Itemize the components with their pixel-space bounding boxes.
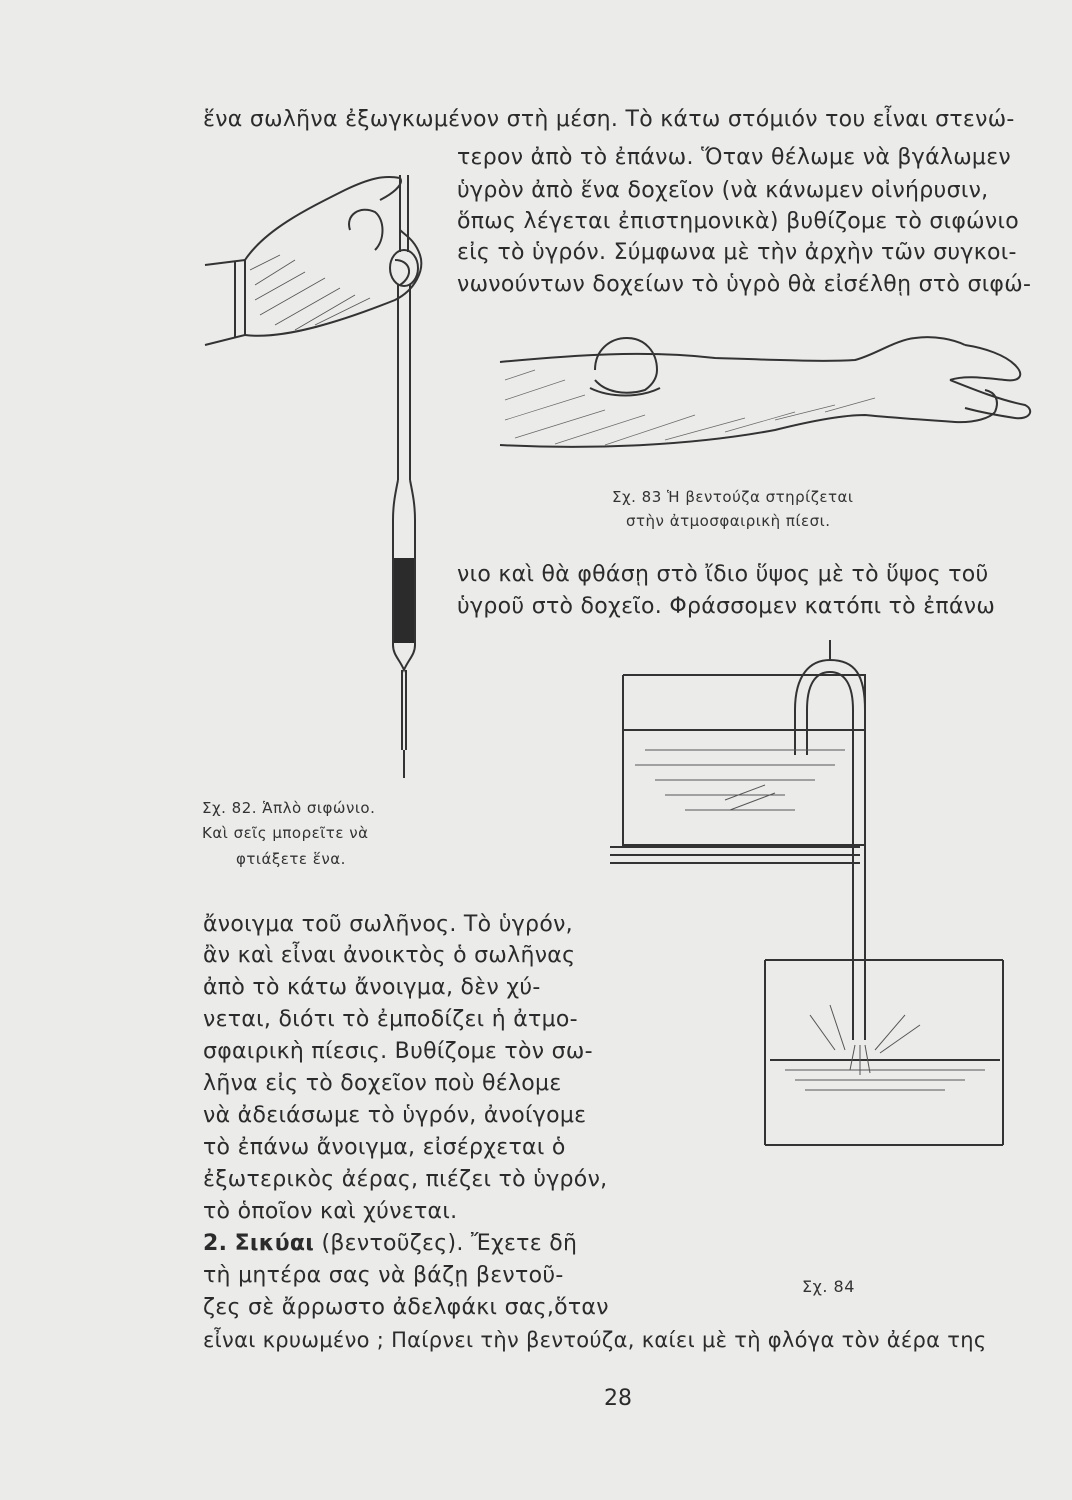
- paragraph-line: λῆνα εἰς τὸ δοχεῖον ποὺ θέλομε: [203, 1071, 562, 1096]
- figure-caption: Σχ. 83 Ἡ βεντούζα στηρίζεται: [612, 488, 854, 506]
- section-rest: (βεντοῦζες). Ἔχετε δῆ: [321, 1231, 578, 1256]
- figure-caption: Σχ. 84: [802, 1277, 855, 1296]
- section-heading: [203, 1229, 577, 1259]
- figure-caption: Καὶ σεῖς μπορεῖτε νὰ: [202, 824, 369, 842]
- figure-caption: στὴν ἀτμοσφαιρικὴ πίεσι.: [626, 512, 831, 530]
- paragraph-line: τὸ ἐπάνω ἄνοιγμα, εἰσέρχεται ὁ: [203, 1135, 566, 1160]
- paragraph-line: εἰς τὸ ὑγρόν. Σύμφωνα μὲ τὴν ἀρχὴν τῶν συγκοι-: [457, 240, 1017, 265]
- paragraph-line: ὑγροῦ στὸ δοχεῖο. Φράσσομεν κατόπι τὸ ἐπάνω: [457, 594, 996, 619]
- paragraph-line: εἶναι κρυωμένο ; Παίρνει τὴν βεντούζα, καίει μὲ τὴ φλόγα τὸν ἀέρα της: [203, 1328, 987, 1352]
- figure-caption: φτιάξετε ἕνα.: [236, 850, 346, 868]
- siphon-illustration: [605, 635, 1040, 1085]
- paragraph-line: ἐξωτερικὸς ἀέρας, πιέζει τὸ ὑγρόν,: [203, 1167, 608, 1192]
- paragraph-line: τὴ μητέρα σας νὰ βάζῃ βεντοῦ-: [203, 1263, 564, 1288]
- section-title: Σικύαι: [234, 1231, 315, 1256]
- paragraph-line: νωνούντων δοχείων τὸ ὑγρὸ θὰ εἰσέλθῃ στὸ σιφώ-: [457, 272, 1032, 297]
- page-number: 28: [604, 1386, 632, 1411]
- paragraph-line: ὑγρὸν ἀπὸ ἕνα δοχεῖον (νὰ κάνωμεν οἰνήρυσιν,: [457, 178, 989, 203]
- paragraph-line: ζες σὲ ἄρρωστο ἀδελφάκι σας,ὅταν: [203, 1295, 609, 1320]
- paragraph-line: νιο καὶ θὰ φθάσῃ στὸ ἴδιο ὕψος μὲ τὸ ὕψος τοῦ: [457, 562, 989, 587]
- paragraph-line: τὸ ὁποῖον καὶ χύνεται.: [203, 1199, 458, 1224]
- paragraph-line: ὅπως λέγεται ἐπιστημονικὰ) βυθίζομε τὸ σιφώνιο: [457, 209, 1019, 234]
- paragraph-line: ἕνα σωλῆνα ἐξωγκωμένον στὴ μέση. Τὸ κάτω στόμιόν του εἶναι στενώ-: [203, 107, 1015, 132]
- paragraph-line: νὰ ἀδειάσωμε τὸ ὑγρόν, ἀνοίγομε: [203, 1103, 587, 1128]
- section-number: 2.: [203, 1231, 228, 1256]
- paragraph-line: σφαιρικὴ πίεσις. Βυθίζομε τὸν σω-: [203, 1039, 593, 1064]
- paragraph-line: ἀπὸ τὸ κάτω ἄνοιγμα, δὲν χύ-: [203, 975, 541, 1000]
- figure-caption: Σχ. 82. Ἁπλὸ σιφώνιο.: [202, 799, 376, 817]
- paragraph-line: τερον ἀπὸ τὸ ἐπάνω. Ὅταν θέλωμε νὰ βγάλωμεν: [457, 145, 1011, 170]
- paragraph-line: ἂν καὶ εἶναι ἀνοικτὸς ὁ σωλῆνας: [203, 943, 576, 968]
- cupping-arm-illustration: [495, 320, 1040, 460]
- paragraph-line: νεται, διότι τὸ ἐμποδίζει ἡ ἀτμο-: [203, 1007, 578, 1032]
- paragraph-line: ἄνοιγμα τοῦ σωλῆνος. Τὸ ὑγρόν,: [203, 912, 573, 937]
- pipette-illustration: [195, 150, 455, 790]
